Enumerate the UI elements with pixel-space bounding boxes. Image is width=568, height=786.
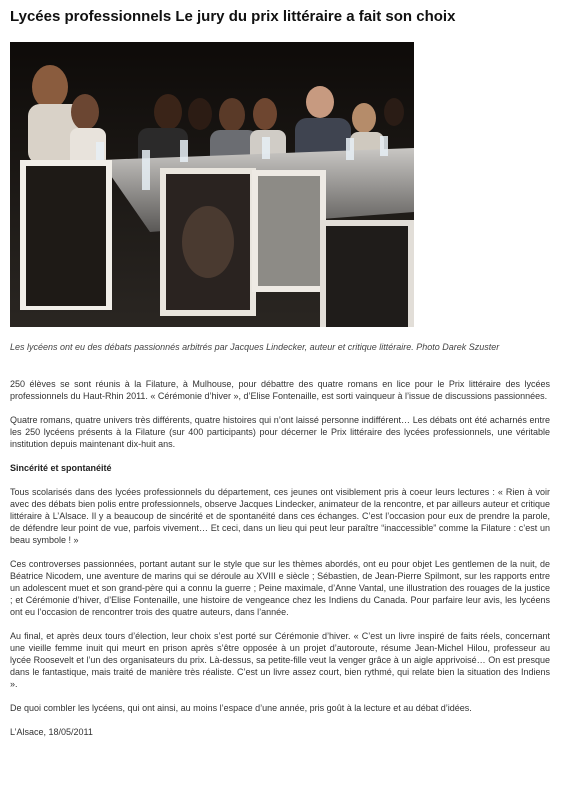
section-subheading: Sincérité et spontanéité: [10, 463, 112, 473]
paragraph-quote: Tous scolarisés dans des lycées professionnels du département, ces jeunes ont visiblement pris à coeur leurs lectures : « Rien à voir avec des débats bien polis entre professionnels, observe Jacques Lindecker, animateur de la rencontre, et par ailleurs auteur et critique littéraire à L’Alsace. Il y a beaucoup de sincérité et de spontanéité dans ces échanges. C’est l’occasion pour eux de prendre la parole, de défendre leur point de vue, parfois vivement… Et ceci, dans un lieu qui peut leur paraître “inaccessible” comme la Filature : c’est un beau symbole ! »: [10, 487, 550, 545]
article-source: L’Alsace, 18/05/2011: [10, 727, 93, 737]
paragraph-conclusion: De quoi combler les lycéens, qui ont ainsi, au moins l’espace d’une année, pris goût à la lecture et au débat d’idées.: [10, 703, 472, 713]
photo-caption: Les lycéens ont eu des débats passionnés arbitrés par Jacques Lindecker, auteur et critique littéraire. Photo Darek Szuster: [10, 342, 500, 352]
paragraph-debates: Quatre romans, quatre univers très différents, quatre histoires qui n’ont laissé personne indifférent… Les débats ont été acharnés entre les 250 lycéens présents à la Filature (sur 400 participants) pour décerner le Prix littéraire des lycées professionnels, une véritable institution depuis maintenant dix-huit ans.: [10, 415, 550, 449]
paragraph-novels: Ces controverses passionnées, portant autant sur le style que sur les thèmes abordés, ont eu pour objet Les gentlemen de la nuit, de Béatrice Nicodem, une aventure de marins qui se déroule au XVIII e siècle ; Sébastien, de Jean-Pierre Spilmont, sur les rapports entre un adolescent muet et son grand-père qui a connu la guerre ; Peine maximale, d’Anne Vantal, une illustration des rouages de la justice ; et Cérémonie d’hiver, d’Elise Fontenaille, une histoire de vengeance chez les Indiens du Canada. Pour parfaire leur avis, les lycéens ont eu l’occasion de rencontrer trois des quatre auteurs, dans l’année.: [10, 559, 550, 617]
paragraph-intro: 250 élèves se sont réunis à la Filature, à Mulhouse, pour débattre des quatre romans en lice pour le Prix littéraire des lycées professionnels du Haut-Rhin 2011. « Cérémonie d’hiver », d’Elise Fontenaille, est sorti vainqueur à l’issue de discussions passionnées.: [10, 379, 550, 401]
paragraph-winner: Au final, et après deux tours d’élection, leur choix s’est porté sur Cérémonie d’hiver. « C’est un livre inspiré de faits réels, concernant une vieille femme inuit qui meurt en prison après s’être opposée à un projet d’autoroute, résume Jean-Michel Hilou, professeur au lycée Roosevelt et l’un des organisateurs du prix. Là-dessus, sa petite-fille veut la venger grâce à un aigle apprivoisé… On est presque dans le fantastique, mais traité de manière très réaliste. C’est un livre assez court, bien rythmé, qui relate bien la situation des Indiens ».: [10, 631, 550, 689]
article-body: [10, 378, 550, 738]
article-photo: [10, 42, 414, 327]
article-title: Lycées professionnels Le jury du prix littéraire a fait son choix: [10, 8, 456, 25]
